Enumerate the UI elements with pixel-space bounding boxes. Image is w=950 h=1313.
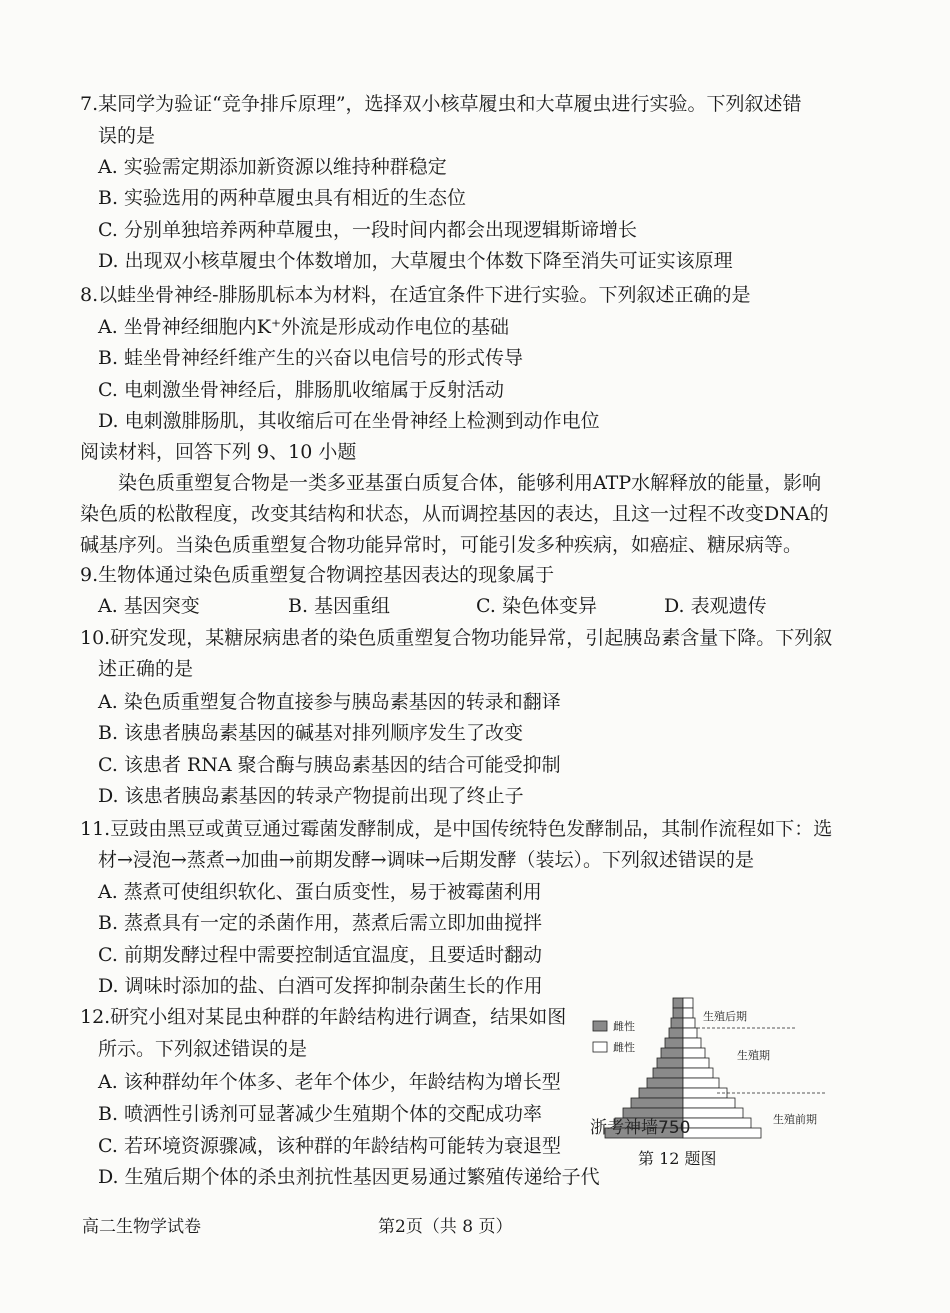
q9-option-d: D. 表观遗传 bbox=[664, 595, 767, 617]
bar-female-5 bbox=[665, 1038, 683, 1048]
q8-stem-line1: 8.以蛙坐骨神经-腓肠肌标本为材料，在适宜条件下进行实验。下列叙述正确的是 bbox=[80, 284, 751, 306]
q12-stem-line1: 12.研究小组对某昆虫种群的年龄结构进行调查，结果如图 bbox=[80, 1006, 567, 1028]
q9-option-a: A. 基因突变 bbox=[98, 595, 200, 617]
bar-male-3 bbox=[683, 1018, 695, 1028]
q11-option-b: B. 蒸煮具有一定的杀菌作用，蒸煮后需立即加曲搅拌 bbox=[98, 912, 543, 934]
reading-intro: 阅读材料，回答下列 9、10 小题 bbox=[80, 441, 357, 463]
q12-option-b: B. 喷洒性引诱剂可显著减少生殖期个体的交配成功率 bbox=[98, 1103, 543, 1125]
bar-male-13 bbox=[683, 1118, 751, 1128]
stage-reproductive-label: 生殖期 bbox=[737, 1049, 770, 1062]
bar-male-4 bbox=[683, 1028, 697, 1038]
q9-option-b: B. 基因重组 bbox=[288, 595, 391, 617]
q10-option-b: B. 该患者胰岛素基因的碱基对排列顺序发生了改变 bbox=[98, 722, 524, 744]
bar-female-9 bbox=[647, 1078, 683, 1088]
bar-male-2 bbox=[683, 1008, 693, 1018]
q12-option-d: D. 生殖后期个体的杀虫剂抗性基因更易通过繁殖传递给子代 bbox=[98, 1166, 600, 1188]
q10-option-a: A. 染色质重塑复合物直接参与胰岛素基因的转录和翻译 bbox=[98, 691, 561, 713]
q8-option-c: C. 电刺激坐骨神经后，腓肠肌收缩属于反射活动 bbox=[98, 379, 504, 401]
q10-option-c: C. 该患者 RNA 聚合酶与胰岛素基因的结合可能受抑制 bbox=[98, 754, 561, 776]
q8-option-d: D. 电刺激腓肠肌，其收缩后可在坐骨神经上检测到动作电位 bbox=[98, 410, 600, 432]
reading-para-line1: 染色质重塑复合物是一类多亚基蛋白质复合体，能够利用ATP水解释放的能量，影响 bbox=[118, 472, 822, 494]
q7-option-d: D. 出现双小核草履虫个体数增加，大草履虫个体数下降至消失可证实该原理 bbox=[98, 250, 733, 272]
bar-male-9 bbox=[683, 1078, 719, 1088]
q12-stem-line2: 所示。下列叙述错误的是 bbox=[98, 1038, 308, 1060]
legend-swatch-male bbox=[593, 1042, 607, 1052]
reading-para-line3: 碱基序列。当染色质重塑复合物功能异常时，可能引发多种疾病，如癌症、糖尿病等。 bbox=[80, 534, 803, 556]
stage-post-reproductive-label: 生殖后期 bbox=[703, 1010, 747, 1023]
footer-page-number: 第2页（共 8 页） bbox=[378, 1217, 513, 1237]
q8-option-b: B. 蛙坐骨神经纤维产生的兴奋以电信号的形式传导 bbox=[98, 347, 524, 369]
q7-stem-line1: 7.某同学为验证“竞争排斥原理”，选择双小核草履虫和大草履虫进行实验。下列叙述错 bbox=[80, 93, 802, 115]
q7-option-a: A. 实验需定期添加新资源以维持种群稳定 bbox=[98, 156, 447, 178]
bar-female-10 bbox=[639, 1088, 683, 1098]
q7-stem-line2: 误的是 bbox=[98, 125, 156, 147]
q9-stem: 9.生物体通过染色质重塑复合物调控基因表达的现象属于 bbox=[80, 564, 555, 586]
q10-option-d: D. 该患者胰岛素基因的转录产物提前出现了终止子 bbox=[98, 785, 524, 807]
age-pyramid-svg bbox=[585, 990, 835, 1170]
q9-options-row bbox=[0, 594, 950, 618]
footer-subject: 高二生物学试卷 bbox=[82, 1217, 201, 1237]
legend-female-label: 雌性 bbox=[613, 1020, 635, 1033]
bar-male-1 bbox=[683, 998, 693, 1008]
q7-option-b: B. 实验选用的两种草履虫具有相近的生态位 bbox=[98, 187, 467, 209]
bar-male-14 bbox=[683, 1128, 761, 1138]
q11-option-c: C. 前期发酵过程中需要控制适宜温度，且要适时翻动 bbox=[98, 944, 542, 966]
bar-female-6 bbox=[661, 1048, 683, 1058]
q7-option-c: C. 分别单独培养两种草履虫，一段时间内都会出现逻辑斯谛增长 bbox=[98, 219, 637, 241]
bar-male-10 bbox=[683, 1088, 727, 1098]
bar-male-7 bbox=[683, 1058, 709, 1068]
legend-swatch-female bbox=[593, 1021, 607, 1031]
reading-para-line2: 染色质的松散程度，改变其结构和状态，从而调控基因的表达，且这一过程不改变DNA的 bbox=[80, 503, 829, 525]
figure-caption: 第 12 题图 bbox=[638, 1149, 717, 1168]
q11-stem-line1: 11.豆豉由黑豆或黄豆通过霉菌发酵制成，是中国传统特色发酵制品，其制作流程如下：选 bbox=[80, 818, 833, 840]
bar-female-7 bbox=[657, 1058, 683, 1068]
q8-option-a: A. 坐骨神经细胞内K⁺外流是形成动作电位的基础 bbox=[98, 316, 510, 338]
q10-stem-line2: 述正确的是 bbox=[98, 658, 194, 680]
bar-female-11 bbox=[631, 1098, 683, 1108]
legend-male-label: 雌性 bbox=[613, 1041, 635, 1054]
bar-female-3 bbox=[671, 1018, 683, 1028]
bar-female-8 bbox=[653, 1068, 683, 1078]
bar-male-6 bbox=[683, 1048, 705, 1058]
q9-option-c: C. 染色体变异 bbox=[476, 595, 597, 617]
q11-option-a: A. 蒸煮可使组织软化、蛋白质变性，易于被霉菌利用 bbox=[98, 881, 542, 903]
bar-male-5 bbox=[683, 1038, 701, 1048]
stage-pre-reproductive-label: 生殖前期 bbox=[773, 1113, 817, 1126]
age-pyramid-figure bbox=[585, 990, 835, 1170]
q12-option-a: A. 该种群幼年个体多、老年个体少，年龄结构为增长型 bbox=[98, 1071, 561, 1093]
bar-male-8 bbox=[683, 1068, 713, 1078]
bar-female-2 bbox=[673, 1008, 683, 1018]
q10-stem-line1: 10.研究发现，某糖尿病患者的染色质重塑复合物功能异常，引起胰岛素含量下降。下列叙 bbox=[80, 627, 833, 649]
bar-female-4 bbox=[669, 1028, 683, 1038]
watermark: 浙考神墙750 bbox=[590, 1118, 691, 1138]
bar-male-11 bbox=[683, 1098, 735, 1108]
bar-female-1 bbox=[673, 998, 683, 1008]
q12-option-c: C. 若环境资源骤减，该种群的年龄结构可能转为衰退型 bbox=[98, 1135, 561, 1157]
q11-option-d: D. 调味时添加的盐、白酒可发挥抑制杂菌生长的作用 bbox=[98, 975, 543, 997]
bar-male-12 bbox=[683, 1108, 743, 1118]
q11-stem-line2: 材→浸泡→蒸煮→加曲→前期发酵→调味→后期发酵（装坛）。下列叙述错误的是 bbox=[98, 849, 755, 871]
